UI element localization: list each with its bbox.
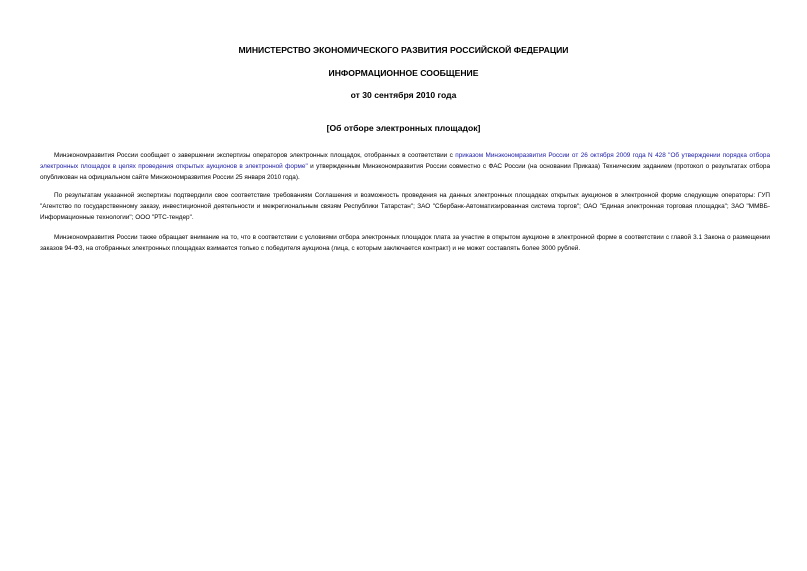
paragraph-1-text-end: и утвержденным Минэкономразвития России совместно с ФАС России (на основании Приказа) Техническим заданием (протокол о результатах отбора опубликован на официальном сайте Минэкономразвития России 25 января 2010 года).: [40, 163, 770, 181]
document-date: от 30 сентября 2010 года: [350, 90, 457, 100]
document-type-heading: ИНФОРМАЦИОННОЕ СООБЩЕНИЕ: [328, 68, 479, 78]
paragraph-3: Минэкономразвития России также обращает внимание на то, что в соответствии с условиями отбора электронных площадок плата за участие в открытом аукционе в электронной форме в соответствии с главой 3.1 Закона о размещении заказов 94-ФЗ, на отобранных электронных площадках взимается только с победителя аукциона (лица, с которым заключается контракт) и не может составлять более 3000 рублей.: [40, 234, 770, 252]
paragraph-1: [40, 150, 770, 183]
order-428-link[interactable]: приказом Минэкономразвития России от 26 октября 2009 года N 428 "Об утверждении порядка отбора электронных площадок в целях проведения открытых аукционов в электронной форме": [40, 152, 770, 170]
paragraph-1-text-start: Минэкономразвития России сообщает о завершении экспертизы операторов электронных площадок, отобранных в соответствии с: [54, 152, 456, 159]
paragraph-2: По результатам указанной экспертизы подтвердили свое соответствие требованиям Соглашения и возможность проведения на данных электронных площадках открытых аукционов в электронной форме следующие операторы: ГУП "Агентство по государственному заказу, инвестиционной деятельности и межрегиональным связям Республики Татарстан"; ЗАО "Сбербанк-Автоматизированная система торгов"; ОАО "Единая электронная торговая площадка"; ЗАО "ММВБ-Информационные технологии"; ООО "РТС-тендер".: [40, 192, 770, 221]
ministry-heading: МИНИСТЕРСТВО ЭКОНОМИЧЕСКОГО РАЗВИТИЯ РОССИЙСКОЙ ФЕДЕРАЦИИ: [238, 45, 569, 55]
document-subject: [Об отборе электронных площадок]: [326, 123, 481, 133]
